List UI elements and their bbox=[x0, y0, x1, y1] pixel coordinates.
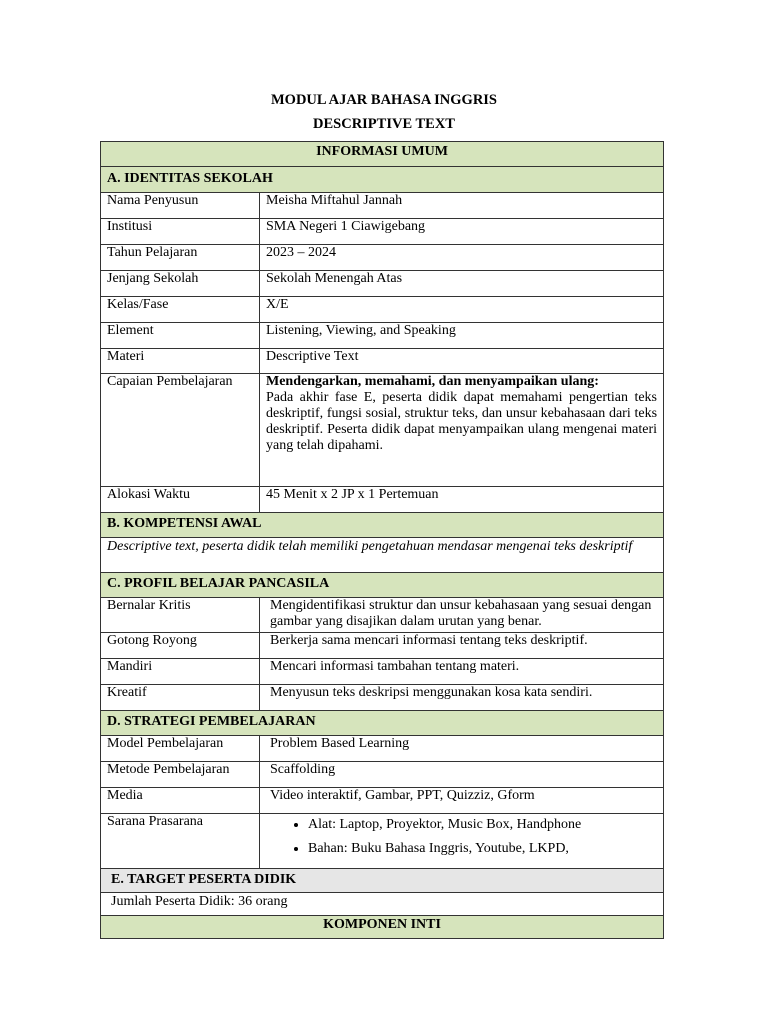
table-row bbox=[101, 762, 664, 788]
row-value: Descriptive Text bbox=[260, 349, 664, 374]
row-value: 2023 – 2024 bbox=[260, 245, 664, 271]
target-row bbox=[101, 893, 664, 916]
row-value: Problem Based Learning bbox=[260, 736, 664, 762]
table-row bbox=[101, 193, 664, 219]
table-row bbox=[101, 685, 664, 711]
row-label: Materi bbox=[101, 349, 260, 374]
section-b-heading: B. KOMPETENSI AWAL bbox=[101, 513, 664, 538]
table-row bbox=[101, 245, 664, 271]
capaian-body: Pada akhir fase E, peserta didik dapat memahami pengertian teks deskriptif, fungsi sosial, struktur teks, dan unsur kebahasaan dari teks deskriptif. Peserta didik dapat menyampaikan ulang mengenai materi yang telah dipahami. bbox=[266, 390, 658, 453]
capaian-heading: Mendengarkan, memahami, dan menyampaikan ulang: bbox=[266, 374, 599, 389]
capaian-cell bbox=[260, 374, 664, 487]
komponen-inti-heading: KOMPONEN INTI bbox=[101, 916, 664, 939]
table-row bbox=[101, 659, 664, 685]
sarana-cell bbox=[260, 814, 664, 869]
row-value: Sekolah Menengah Atas bbox=[260, 271, 664, 297]
row-value: Berkerja sama mencari informasi tentang teks deskriptif. bbox=[260, 633, 664, 659]
row-label: Tahun Pelajaran bbox=[101, 245, 260, 271]
kompetensi-text: Descriptive text, peserta didik telah memiliki pengetahuan mendasar mengenai teks deskriptif bbox=[101, 538, 664, 573]
document-subtitle: DESCRIPTIVE TEXT bbox=[313, 116, 455, 132]
row-value: Listening, Viewing, and Speaking bbox=[260, 323, 664, 349]
informasi-umum-row bbox=[101, 142, 664, 167]
row-value: 45 Menit x 2 JP x 1 Pertemuan bbox=[260, 487, 664, 513]
document-title: MODUL AJAR BAHASA INGGRIS bbox=[271, 92, 497, 108]
row-label: Mandiri bbox=[101, 659, 260, 685]
table-row bbox=[101, 349, 664, 374]
capaian-row bbox=[101, 374, 664, 487]
row-label: Alokasi Waktu bbox=[101, 487, 260, 513]
table-row bbox=[101, 487, 664, 513]
section-c-heading: C. PROFIL BELAJAR PANCASILA bbox=[101, 573, 664, 598]
komponen-inti-row bbox=[101, 916, 664, 939]
module-table bbox=[100, 141, 664, 939]
table-row bbox=[101, 598, 664, 633]
profil-heading-row bbox=[101, 573, 664, 598]
row-value: Meisha Miftahul Jannah bbox=[260, 193, 664, 219]
target-text: Jumlah Peserta Didik: 36 orang bbox=[101, 893, 664, 916]
row-label: Jenjang Sekolah bbox=[101, 271, 260, 297]
table-row bbox=[101, 297, 664, 323]
row-label: Institusi bbox=[101, 219, 260, 245]
row-value: Mencari informasi tambahan tentang materi. bbox=[260, 659, 664, 685]
table-row bbox=[101, 633, 664, 659]
table-row bbox=[101, 736, 664, 762]
row-value: Mengidentifikasi struktur dan unsur kebahasaan yang sesuai dengan gambar yang disajikan dalam urutan yang benar. bbox=[260, 598, 664, 633]
list-item: • Alat: Laptop, Proyektor, Music Box, Handphone bbox=[308, 817, 657, 833]
list-item: • Bahan: Buku Bahasa Inggris, Youtube, LKPD, bbox=[308, 841, 657, 857]
sarana-row bbox=[101, 814, 664, 869]
strategi-heading-row bbox=[101, 711, 664, 736]
row-value: Video interaktif, Gambar, PPT, Quizziz, Gform bbox=[260, 788, 664, 814]
table-row bbox=[101, 323, 664, 349]
target-heading-row bbox=[101, 869, 664, 893]
row-label: Kelas/Fase bbox=[101, 297, 260, 323]
section-e-heading: E. TARGET PESERTA DIDIK bbox=[101, 869, 664, 893]
table-row bbox=[101, 271, 664, 297]
row-value: Scaffolding bbox=[260, 762, 664, 788]
row-label: Model Pembelajaran bbox=[101, 736, 260, 762]
capaian-label: Capaian Pembelajaran bbox=[101, 374, 260, 487]
row-label: Nama Penyusun bbox=[101, 193, 260, 219]
row-label: Element bbox=[101, 323, 260, 349]
row-label: Bernalar Kritis bbox=[101, 598, 260, 633]
row-label: Metode Pembelajaran bbox=[101, 762, 260, 788]
row-label: Media bbox=[101, 788, 260, 814]
sarana-label: Sarana Prasarana bbox=[101, 814, 260, 869]
table-row bbox=[101, 788, 664, 814]
row-label: Kreatif bbox=[101, 685, 260, 711]
table-row bbox=[101, 219, 664, 245]
identitas-heading-row bbox=[101, 167, 664, 193]
kompetensi-heading-row bbox=[101, 513, 664, 538]
kompetensi-row bbox=[101, 538, 664, 573]
row-value: SMA Negeri 1 Ciawigebang bbox=[260, 219, 664, 245]
row-value: X/E bbox=[260, 297, 664, 323]
informasi-umum-heading: INFORMASI UMUM bbox=[101, 142, 664, 167]
section-d-heading: D. STRATEGI PEMBELAJARAN bbox=[101, 711, 664, 736]
row-value: Menyusun teks deskripsi menggunakan kosa kata sendiri. bbox=[260, 685, 664, 711]
section-a-heading: A. IDENTITAS SEKOLAH bbox=[101, 167, 664, 193]
row-label: Gotong Royong bbox=[101, 633, 260, 659]
sarana-list bbox=[260, 817, 657, 857]
